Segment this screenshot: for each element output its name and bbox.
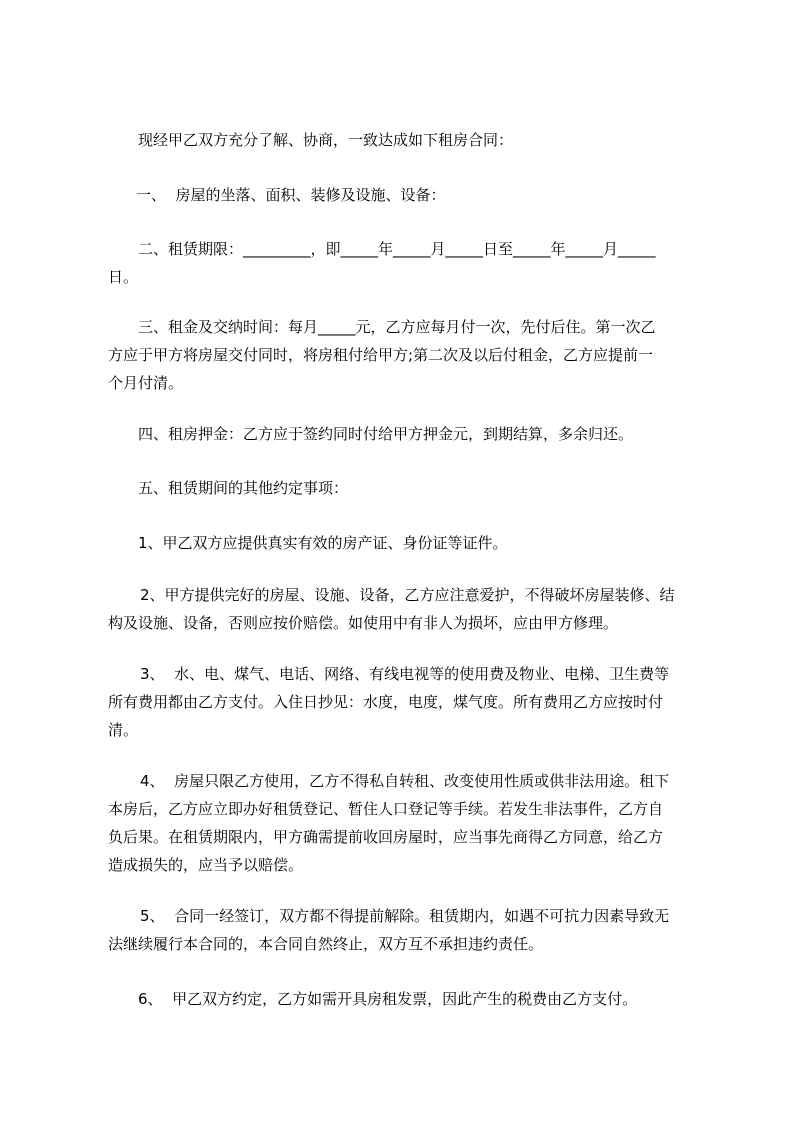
item-4-line-4: 造成损失的，应当予以赔偿。	[108, 856, 304, 874]
item-1-paragraph: 1、甲乙双方应提供真实有效的房产证、身份证等证件。	[138, 534, 508, 552]
clause-2-line-1: 二、租赁期限：_________，即_____年_____月_____日至_____年_____月_____	[138, 240, 656, 258]
item-5-line-1: 5、 合同一经签订，双方都不得提前解除。租赁期内，如遇不可抗力因素导致无	[140, 907, 670, 925]
item-4-line-2: 本房后，乙方应立即办好租赁登记、暂住人口登记等手续。若发生非法事件，乙方自	[108, 800, 664, 818]
item-2-line-2: 构及设施、设备，否则应按价赔偿。如使用中有非人为损坏，应由甲方修理。	[108, 614, 619, 632]
clause-2-line-2: 日。	[108, 268, 139, 286]
item-3-line-2: 所有费用都由乙方支付。入住日抄见：水度，电度，煤气度。所有费用乙方应按时付	[108, 693, 664, 711]
clause-5-heading: 五、租赁期间的其他约定事项：	[138, 479, 349, 497]
item-2-line-1: 2、甲方提供完好的房屋、设施、设备，乙方应注意爱护，不得破坏房屋装修、结	[140, 586, 675, 604]
clause-3-line-3: 个月付清。	[108, 374, 184, 392]
intro-paragraph: 现经甲乙双方充分了解、协商，一致达成如下租房合同：	[138, 131, 514, 149]
clause-4-paragraph: 四、租房押金：乙方应于签约同时付给甲方押金元，到期结算，多余归还。	[138, 425, 634, 443]
item-6-paragraph: 6、 甲乙双方约定，乙方如需开具房租发票，因此产生的税费由乙方支付。	[138, 990, 638, 1008]
item-4-line-3: 负后果。在租赁期限内，甲方确需提前收回房屋时，应当事先商得乙方同意，给乙方	[108, 828, 664, 846]
clause-3-line-2: 方应于甲方将房屋交付同时，将房租付给甲方;第二次及以后付租金，乙方应提前一	[108, 346, 654, 364]
clause-3-line-1: 三、租金及交纳时间：每月_____元，乙方应每月付一次，先付后住。第一次乙	[138, 318, 656, 336]
item-4-line-1: 4、 房屋只限乙方使用，乙方不得私自转租、改变使用性质或供非法用途。租下	[140, 772, 670, 790]
item-3-line-3: 清。	[108, 721, 139, 739]
clause-1-heading: 一、 房屋的坐落、面积、装修及设施、设备：	[136, 186, 446, 204]
item-5-line-2: 法继续履行本合同的，本合同自然终止，双方互不承担违约责任。	[108, 935, 544, 953]
item-3-line-1: 3、 水、电、煤气、电话、网络、有线电视等的使用费及物业、电梯、卫生费等	[140, 665, 670, 683]
